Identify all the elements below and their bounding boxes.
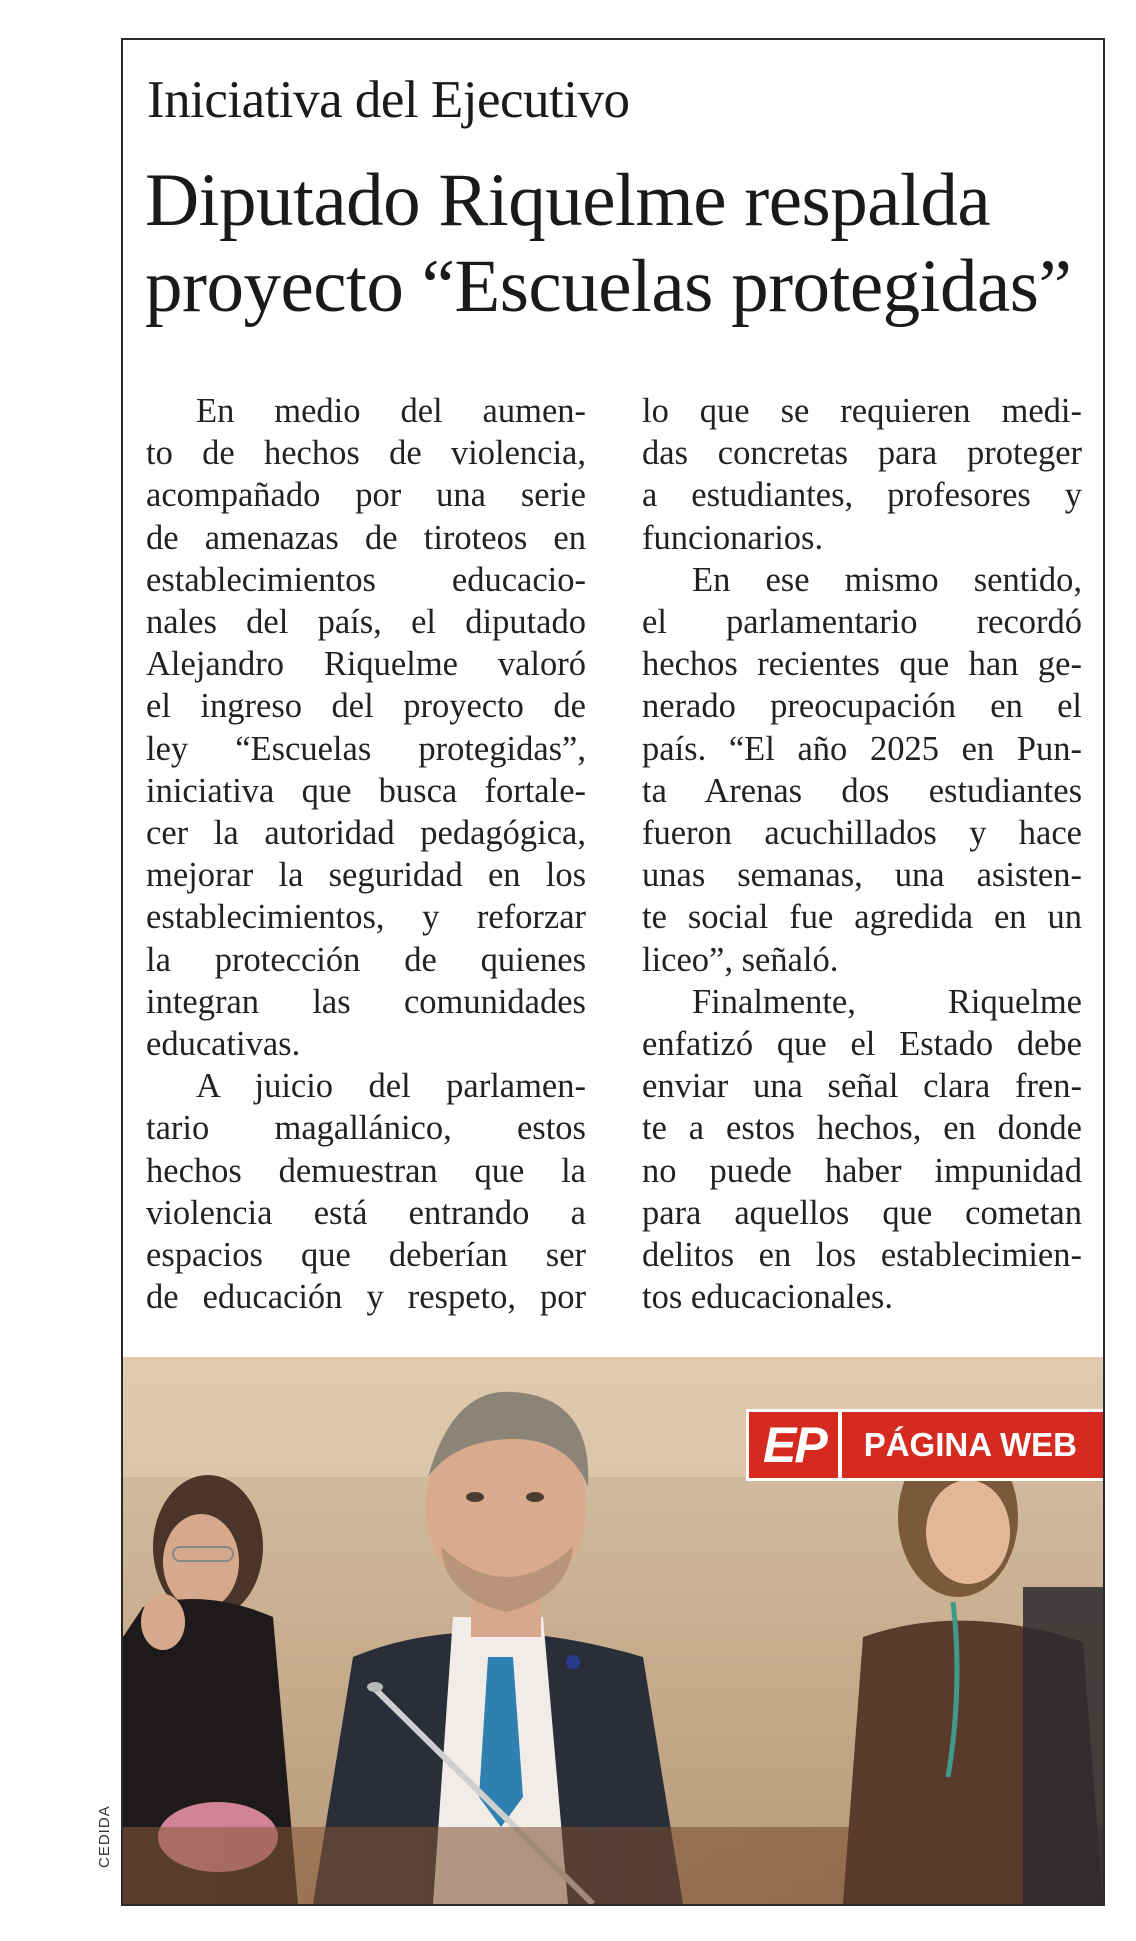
body-line: liceo”, señaló. (642, 940, 839, 979)
body-line: mejorar la seguridad en los (146, 856, 586, 895)
body-line: educativas. (146, 1025, 301, 1064)
body-line: de amenazas de tiroteos en (146, 518, 586, 557)
body-line: A juicio del parlamen- (196, 1067, 586, 1106)
body-line: fueron acuchillados y hace (642, 814, 1082, 853)
body-line: tos educacionales. (642, 1278, 893, 1317)
article-frame (121, 38, 1105, 1906)
body-line: país. “El año 2025 en Pun- (642, 729, 1082, 768)
body-line: funcionarios. (642, 518, 824, 557)
body-line: para aquellos que cometan (642, 1193, 1082, 1232)
photo-credit: CEDIDA (96, 1805, 113, 1868)
body-line: cer la autoridad pedagógica, (146, 814, 586, 853)
body-line: tario magallánico, estos (146, 1109, 586, 1148)
body-line: delitos en los establecimien- (642, 1236, 1082, 1275)
body-line: nerado preocupación en el (642, 687, 1082, 726)
body-line: En medio del aumen- (196, 392, 586, 430)
body-line: espacios que deberían ser (146, 1236, 586, 1275)
body-line: establecimientos, y reforzar (146, 898, 586, 937)
body-line: hechos demuestran que la (146, 1151, 586, 1190)
body-line: acompañado por una serie (146, 476, 586, 515)
body-column-right (642, 390, 1082, 1318)
body-line: enfatizó que el Estado debe (642, 1025, 1082, 1064)
body-line: nales del país, el diputado (146, 603, 586, 642)
body-line: la protección de quienes (146, 940, 586, 979)
web-page-badge[interactable] (749, 1412, 1103, 1478)
body-line: Alejandro Riquelme valoró (146, 645, 586, 684)
body-line: te social fue agredida en un (642, 898, 1082, 937)
body-line: a estudiantes, profesores y (642, 476, 1082, 515)
body-line: te a estos hechos, en donde (642, 1109, 1082, 1148)
body-line: En ese mismo sentido, (692, 560, 1082, 599)
body-line: ta Arenas dos estudiantes (642, 771, 1082, 810)
body-line: establecimientos educacio- (146, 560, 586, 599)
ep-logo: EP (749, 1412, 838, 1478)
article-kicker: Iniciativa del Ejecutivo (147, 71, 630, 129)
body-line: iniciativa que busca fortale- (146, 771, 586, 810)
body-line: violencia está entrando a (146, 1193, 586, 1232)
article-headline: Diputado Riquelme respalda proyecto “Escuelas protegidas” (145, 159, 1072, 328)
body-line: el ingreso del proyecto de (146, 687, 586, 726)
body-line: no puede haber impunidad (642, 1151, 1082, 1190)
body-line: ley “Escuelas protegidas”, (146, 729, 586, 768)
body-line: de educación y respeto, por (146, 1278, 586, 1317)
body-line: hechos recientes que han ge- (642, 645, 1082, 684)
body-line: to de hechos de violencia, (146, 434, 586, 473)
body-line: lo que se requieren medi- (642, 392, 1082, 430)
body-line: Finalmente, Riquelme (692, 982, 1082, 1021)
badge-label: PÁGINA WEB (842, 1412, 1103, 1478)
body-line: el parlamentario recordó (642, 603, 1082, 642)
body-line: das concretas para proteger (642, 434, 1082, 473)
body-line: unas semanas, una asisten- (642, 856, 1082, 895)
body-line: enviar una señal clara fren- (642, 1067, 1082, 1106)
body-column-left (146, 390, 586, 1318)
body-line: integran las comunidades (146, 982, 586, 1021)
